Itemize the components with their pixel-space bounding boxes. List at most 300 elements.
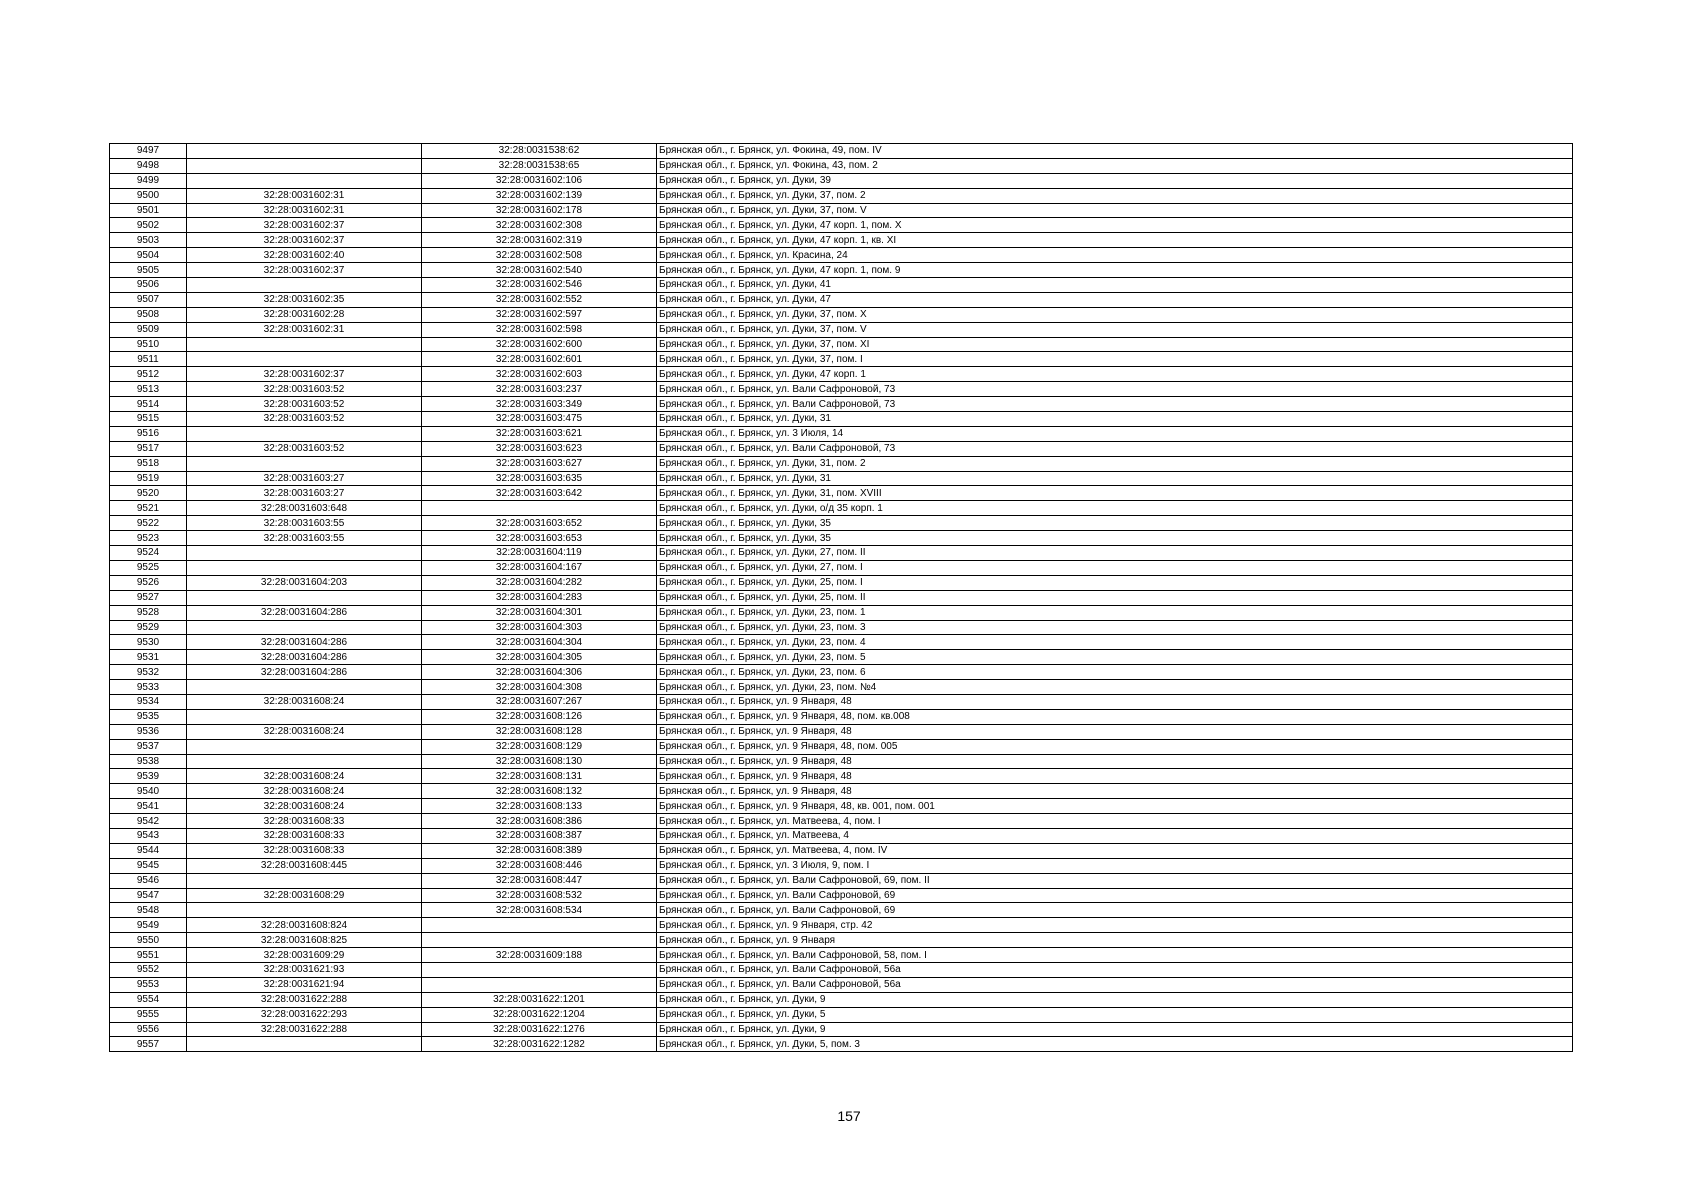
row-number-cell: 9512 <box>110 367 187 382</box>
address-cell: Брянская обл., г. Брянск, ул. Вали Сафроновой, 69 <box>657 903 1573 918</box>
address-cell: Брянская обл., г. Брянск, ул. Дуки, 47 корп. 1 <box>657 367 1573 382</box>
parent-cadastral-cell: 32:28:0031602:37 <box>187 263 422 278</box>
table-row <box>110 828 1573 843</box>
row-number-cell: 9511 <box>110 352 187 367</box>
table-row <box>110 888 1573 903</box>
table-row <box>110 337 1573 352</box>
table-row <box>110 709 1573 724</box>
parent-cadastral-cell: 32:28:0031608:24 <box>187 769 422 784</box>
address-cell: Брянская обл., г. Брянск, ул. Матвеева, 4 <box>657 828 1573 843</box>
table-row <box>110 650 1573 665</box>
parent-cadastral-cell <box>187 158 422 173</box>
table-row <box>110 1037 1573 1052</box>
address-cell: Брянская обл., г. Брянск, ул. Дуки, 47 корп. 1, кв. XI <box>657 233 1573 248</box>
row-number-cell: 9517 <box>110 441 187 456</box>
row-number-cell: 9540 <box>110 784 187 799</box>
parent-cadastral-cell: 32:28:0031603:27 <box>187 471 422 486</box>
address-cell: Брянская обл., г. Брянск, ул. 9 Января <box>657 933 1573 948</box>
cadastral-number-cell: 32:28:0031604:308 <box>422 680 657 695</box>
row-number-cell: 9521 <box>110 501 187 516</box>
parent-cadastral-cell <box>187 352 422 367</box>
cadastral-number-cell: 32:28:0031602:540 <box>422 263 657 278</box>
cadastral-number-cell: 32:28:0031608:389 <box>422 843 657 858</box>
address-cell: Брянская обл., г. Брянск, ул. Дуки, 47 корп. 1, пом. X <box>657 218 1573 233</box>
parent-cadastral-cell: 32:28:0031603:648 <box>187 501 422 516</box>
cadastral-number-cell: 32:28:0031602:308 <box>422 218 657 233</box>
table-row <box>110 1022 1573 1037</box>
cadastral-number-cell <box>422 501 657 516</box>
row-number-cell: 9541 <box>110 799 187 814</box>
parent-cadastral-cell: 32:28:0031608:825 <box>187 933 422 948</box>
cadastral-number-cell: 32:28:0031604:303 <box>422 620 657 635</box>
cadastral-number-cell: 32:28:0031603:237 <box>422 382 657 397</box>
address-cell: Брянская обл., г. Брянск, ул. Дуки, 25, пом. I <box>657 575 1573 590</box>
cadastral-number-cell: 32:28:0031608:447 <box>422 873 657 888</box>
address-cell: Брянская обл., г. Брянск, ул. Вали Сафроновой, 56а <box>657 977 1573 992</box>
address-cell: Брянская обл., г. Брянск, ул. Дуки, 27, пом. I <box>657 560 1573 575</box>
cadastral-number-cell: 32:28:0031602:139 <box>422 188 657 203</box>
table-row <box>110 456 1573 471</box>
table-row <box>110 158 1573 173</box>
row-number-cell: 9539 <box>110 769 187 784</box>
address-cell: Брянская обл., г. Брянск, ул. Дуки, 37, пом. V <box>657 203 1573 218</box>
cadastral-number-cell: 32:28:0031604:301 <box>422 605 657 620</box>
parent-cadastral-cell <box>187 739 422 754</box>
cadastral-number-cell: 32:28:0031608:131 <box>422 769 657 784</box>
table-row <box>110 516 1573 531</box>
parent-cadastral-cell: 32:28:0031608:824 <box>187 918 422 933</box>
table-row <box>110 858 1573 873</box>
address-cell: Брянская обл., г. Брянск, ул. Дуки, 23, пом. 3 <box>657 620 1573 635</box>
table-row <box>110 769 1573 784</box>
parent-cadastral-cell <box>187 590 422 605</box>
table-row <box>110 546 1573 561</box>
parent-cadastral-cell <box>187 709 422 724</box>
parent-cadastral-cell <box>187 560 422 575</box>
row-number-cell: 9515 <box>110 412 187 427</box>
cadastral-number-cell: 32:28:0031604:119 <box>422 546 657 561</box>
table-row <box>110 397 1573 412</box>
row-number-cell: 9516 <box>110 426 187 441</box>
row-number-cell: 9506 <box>110 278 187 293</box>
parent-cadastral-cell: 32:28:0031602:31 <box>187 203 422 218</box>
cadastral-number-cell: 32:28:0031602:598 <box>422 322 657 337</box>
table-row <box>110 441 1573 456</box>
row-number-cell: 9557 <box>110 1037 187 1052</box>
table-row <box>110 263 1573 278</box>
parent-cadastral-cell <box>187 754 422 769</box>
cadastral-number-cell: 32:28:0031608:133 <box>422 799 657 814</box>
table-row <box>110 233 1573 248</box>
parent-cadastral-cell: 32:28:0031604:286 <box>187 605 422 620</box>
cadastral-number-cell: 32:28:0031608:532 <box>422 888 657 903</box>
parent-cadastral-cell: 32:28:0031609:29 <box>187 948 422 963</box>
parent-cadastral-cell: 32:28:0031603:27 <box>187 486 422 501</box>
table-row <box>110 307 1573 322</box>
row-number-cell: 9503 <box>110 233 187 248</box>
table-row <box>110 635 1573 650</box>
table-row <box>110 248 1573 263</box>
address-cell: Брянская обл., г. Брянск, ул. Вали Сафроновой, 73 <box>657 397 1573 412</box>
row-number-cell: 9536 <box>110 724 187 739</box>
table-row <box>110 724 1573 739</box>
row-number-cell: 9530 <box>110 635 187 650</box>
parent-cadastral-cell: 32:28:0031603:52 <box>187 382 422 397</box>
row-number-cell: 9522 <box>110 516 187 531</box>
address-cell: Брянская обл., г. Брянск, ул. Дуки, 41 <box>657 278 1573 293</box>
row-number-cell: 9520 <box>110 486 187 501</box>
cadastral-number-cell: 32:28:0031602:319 <box>422 233 657 248</box>
row-number-cell: 9550 <box>110 933 187 948</box>
table-row <box>110 605 1573 620</box>
registry-table-body <box>110 144 1573 1052</box>
parent-cadastral-cell <box>187 337 422 352</box>
parent-cadastral-cell: 32:28:0031602:40 <box>187 248 422 263</box>
cadastral-number-cell: 32:28:0031602:178 <box>422 203 657 218</box>
table-row <box>110 933 1573 948</box>
row-number-cell: 9543 <box>110 828 187 843</box>
row-number-cell: 9547 <box>110 888 187 903</box>
table-row <box>110 873 1573 888</box>
address-cell: Брянская обл., г. Брянск, ул. 9 Января, 48 <box>657 724 1573 739</box>
parent-cadastral-cell <box>187 903 422 918</box>
address-cell: Брянская обл., г. Брянск, ул. Фокина, 49, пом. IV <box>657 144 1573 159</box>
address-cell: Брянская обл., г. Брянск, ул. Дуки, 23, пом. №4 <box>657 680 1573 695</box>
address-cell: Брянская обл., г. Брянск, ул. Дуки, 31 <box>657 471 1573 486</box>
table-row <box>110 486 1573 501</box>
address-cell: Брянская обл., г. Брянск, ул. Дуки, 35 <box>657 531 1573 546</box>
parent-cadastral-cell: 32:28:0031604:286 <box>187 635 422 650</box>
address-cell: Брянская обл., г. Брянск, ул. Вали Сафроновой, 73 <box>657 382 1573 397</box>
table-row <box>110 784 1573 799</box>
cadastral-number-cell: 32:28:0031608:386 <box>422 814 657 829</box>
table-row <box>110 560 1573 575</box>
row-number-cell: 9542 <box>110 814 187 829</box>
parent-cadastral-cell: 32:28:0031603:52 <box>187 397 422 412</box>
cadastral-number-cell: 32:28:0031608:126 <box>422 709 657 724</box>
parent-cadastral-cell: 32:28:0031608:24 <box>187 799 422 814</box>
table-row <box>110 203 1573 218</box>
parent-cadastral-cell: 32:28:0031602:37 <box>187 233 422 248</box>
cadastral-number-cell: 32:28:0031622:1282 <box>422 1037 657 1052</box>
table-row <box>110 367 1573 382</box>
row-number-cell: 9529 <box>110 620 187 635</box>
cadastral-number-cell: 32:28:0031603:642 <box>422 486 657 501</box>
table-row <box>110 575 1573 590</box>
row-number-cell: 9509 <box>110 322 187 337</box>
table-row <box>110 322 1573 337</box>
address-cell: Брянская обл., г. Брянск, ул. Фокина, 43, пом. 2 <box>657 158 1573 173</box>
table-row <box>110 694 1573 709</box>
parent-cadastral-cell: 32:28:0031602:35 <box>187 292 422 307</box>
table-row <box>110 188 1573 203</box>
table-row <box>110 903 1573 918</box>
table-row <box>110 144 1573 159</box>
address-cell: Брянская обл., г. Брянск, ул. 9 Января, 48 <box>657 769 1573 784</box>
address-cell: Брянская обл., г. Брянск, ул. Дуки, 9 <box>657 992 1573 1007</box>
address-cell: Брянская обл., г. Брянск, ул. Дуки, 23, пом. 6 <box>657 665 1573 680</box>
cadastral-number-cell: 32:28:0031604:283 <box>422 590 657 605</box>
parent-cadastral-cell: 32:28:0031622:288 <box>187 992 422 1007</box>
table-row <box>110 739 1573 754</box>
address-cell: Брянская обл., г. Брянск, ул. Дуки, 47 корп. 1, пом. 9 <box>657 263 1573 278</box>
parent-cadastral-cell <box>187 278 422 293</box>
cadastral-number-cell <box>422 962 657 977</box>
table-row <box>110 173 1573 188</box>
row-number-cell: 9513 <box>110 382 187 397</box>
parent-cadastral-cell: 32:28:0031603:55 <box>187 531 422 546</box>
parent-cadastral-cell: 32:28:0031622:288 <box>187 1022 422 1037</box>
row-number-cell: 9549 <box>110 918 187 933</box>
row-number-cell: 9545 <box>110 858 187 873</box>
row-number-cell: 9505 <box>110 263 187 278</box>
row-number-cell: 9524 <box>110 546 187 561</box>
row-number-cell: 9554 <box>110 992 187 1007</box>
address-cell: Брянская обл., г. Брянск, ул. Дуки, о/д 35 корп. 1 <box>657 501 1573 516</box>
parent-cadastral-cell: 32:28:0031604:286 <box>187 650 422 665</box>
cadastral-number-cell: 32:28:0031602:597 <box>422 307 657 322</box>
address-cell: Брянская обл., г. Брянск, ул. Дуки, 37, пом. V <box>657 322 1573 337</box>
address-cell: Брянская обл., г. Брянск, ул. 9 Января, стр. 42 <box>657 918 1573 933</box>
row-number-cell: 9499 <box>110 173 187 188</box>
cadastral-number-cell: 32:28:0031603:627 <box>422 456 657 471</box>
row-number-cell: 9523 <box>110 531 187 546</box>
address-cell: Брянская обл., г. Брянск, ул. Дуки, 31, пом. XVIII <box>657 486 1573 501</box>
row-number-cell: 9548 <box>110 903 187 918</box>
row-number-cell: 9532 <box>110 665 187 680</box>
address-cell: Брянская обл., г. Брянск, ул. Дуки, 37, пом. XI <box>657 337 1573 352</box>
row-number-cell: 9546 <box>110 873 187 888</box>
row-number-cell: 9551 <box>110 948 187 963</box>
parent-cadastral-cell: 32:28:0031602:37 <box>187 367 422 382</box>
address-cell: Брянская обл., г. Брянск, ул. Дуки, 37, пом. X <box>657 307 1573 322</box>
cadastral-number-cell: 32:28:0031608:387 <box>422 828 657 843</box>
address-cell: Брянская обл., г. Брянск, ул. Дуки, 31, пом. 2 <box>657 456 1573 471</box>
cadastral-number-cell: 32:28:0031602:552 <box>422 292 657 307</box>
table-row <box>110 977 1573 992</box>
address-cell: Брянская обл., г. Брянск, ул. Дуки, 5 <box>657 1007 1573 1022</box>
cadastral-number-cell: 32:28:0031603:652 <box>422 516 657 531</box>
table-row <box>110 620 1573 635</box>
address-cell: Брянская обл., г. Брянск, ул. 9 Января, 48 <box>657 784 1573 799</box>
cadastral-number-cell: 32:28:0031608:128 <box>422 724 657 739</box>
address-cell: Брянская обл., г. Брянск, ул. Дуки, 39 <box>657 173 1573 188</box>
cadastral-number-cell: 32:28:0031608:534 <box>422 903 657 918</box>
table-row <box>110 814 1573 829</box>
address-cell: Брянская обл., г. Брянск, ул. Матвеева, 4, пом. I <box>657 814 1573 829</box>
row-number-cell: 9527 <box>110 590 187 605</box>
parent-cadastral-cell: 32:28:0031603:52 <box>187 441 422 456</box>
parent-cadastral-cell: 32:28:0031604:203 <box>187 575 422 590</box>
address-cell: Брянская обл., г. Брянск, ул. 9 Января, 48, пом. кв.008 <box>657 709 1573 724</box>
parent-cadastral-cell <box>187 546 422 561</box>
cadastral-number-cell: 32:28:0031608:132 <box>422 784 657 799</box>
table-row <box>110 501 1573 516</box>
address-cell: Брянская обл., г. Брянск, ул. 9 Января, 48, кв. 001, пом. 001 <box>657 799 1573 814</box>
cadastral-number-cell <box>422 977 657 992</box>
table-row <box>110 962 1573 977</box>
row-number-cell: 9526 <box>110 575 187 590</box>
row-number-cell: 9555 <box>110 1007 187 1022</box>
cadastral-number-cell: 32:28:0031604:282 <box>422 575 657 590</box>
table-row <box>110 218 1573 233</box>
registry-table <box>109 143 1573 1052</box>
table-row <box>110 992 1573 1007</box>
parent-cadastral-cell: 32:28:0031608:33 <box>187 814 422 829</box>
table-row <box>110 590 1573 605</box>
table-row <box>110 412 1573 427</box>
cadastral-number-cell: 32:28:0031538:65 <box>422 158 657 173</box>
table-row <box>110 918 1573 933</box>
row-number-cell: 9552 <box>110 962 187 977</box>
table-row <box>110 382 1573 397</box>
cadastral-number-cell: 32:28:0031622:1276 <box>422 1022 657 1037</box>
address-cell: Брянская обл., г. Брянск, ул. Дуки, 37, пом. I <box>657 352 1573 367</box>
address-cell: Брянская обл., г. Брянск, ул. Красина, 24 <box>657 248 1573 263</box>
row-number-cell: 9504 <box>110 248 187 263</box>
address-cell: Брянская обл., г. Брянск, ул. 3 Июля, 9, пом. I <box>657 858 1573 873</box>
cadastral-number-cell: 32:28:0031604:305 <box>422 650 657 665</box>
cadastral-number-cell: 32:28:0031602:601 <box>422 352 657 367</box>
row-number-cell: 9501 <box>110 203 187 218</box>
table-row <box>110 948 1573 963</box>
row-number-cell: 9553 <box>110 977 187 992</box>
row-number-cell: 9508 <box>110 307 187 322</box>
cadastral-number-cell: 32:28:0031622:1201 <box>422 992 657 1007</box>
cadastral-number-cell: 32:28:0031603:621 <box>422 426 657 441</box>
table-row <box>110 352 1573 367</box>
table-row <box>110 1007 1573 1022</box>
address-cell: Брянская обл., г. Брянск, ул. Дуки, 23, пом. 4 <box>657 635 1573 650</box>
parent-cadastral-cell <box>187 173 422 188</box>
address-cell: Брянская обл., г. Брянск, ул. Вали Сафроновой, 58, пом. I <box>657 948 1573 963</box>
row-number-cell: 9534 <box>110 694 187 709</box>
address-cell: Брянская обл., г. Брянск, ул. Вали Сафроновой, 73 <box>657 441 1573 456</box>
parent-cadastral-cell: 32:28:0031621:93 <box>187 962 422 977</box>
address-cell: Брянская обл., г. Брянск, ул. 3 Июля, 14 <box>657 426 1573 441</box>
table-row <box>110 471 1573 486</box>
cadastral-number-cell: 32:28:0031602:106 <box>422 173 657 188</box>
row-number-cell: 9525 <box>110 560 187 575</box>
table-row <box>110 680 1573 695</box>
row-number-cell: 9538 <box>110 754 187 769</box>
parent-cadastral-cell: 32:28:0031603:55 <box>187 516 422 531</box>
row-number-cell: 9507 <box>110 292 187 307</box>
table-row <box>110 665 1573 680</box>
parent-cadastral-cell: 32:28:0031602:28 <box>187 307 422 322</box>
address-cell: Брянская обл., г. Брянск, ул. Матвеева, 4, пом. IV <box>657 843 1573 858</box>
cadastral-number-cell: 32:28:0031608:129 <box>422 739 657 754</box>
cadastral-number-cell: 32:28:0031622:1204 <box>422 1007 657 1022</box>
row-number-cell: 9528 <box>110 605 187 620</box>
cadastral-number-cell: 32:28:0031609:188 <box>422 948 657 963</box>
table-row <box>110 531 1573 546</box>
parent-cadastral-cell: 32:28:0031604:286 <box>187 665 422 680</box>
row-number-cell: 9510 <box>110 337 187 352</box>
address-cell: Брянская обл., г. Брянск, ул. Дуки, 27, пом. II <box>657 546 1573 561</box>
cadastral-number-cell <box>422 918 657 933</box>
table-row <box>110 426 1573 441</box>
cadastral-number-cell: 32:28:0031604:167 <box>422 560 657 575</box>
address-cell: Брянская обл., г. Брянск, ул. 9 Января, 48, пом. 005 <box>657 739 1573 754</box>
cadastral-number-cell: 32:28:0031604:306 <box>422 665 657 680</box>
parent-cadastral-cell: 32:28:0031608:24 <box>187 784 422 799</box>
parent-cadastral-cell <box>187 1037 422 1052</box>
address-cell: Брянская обл., г. Брянск, ул. Дуки, 37, пом. 2 <box>657 188 1573 203</box>
cadastral-number-cell: 32:28:0031538:62 <box>422 144 657 159</box>
parent-cadastral-cell: 32:28:0031602:31 <box>187 322 422 337</box>
cadastral-number-cell: 32:28:0031604:304 <box>422 635 657 650</box>
address-cell: Брянская обл., г. Брянск, ул. Дуки, 31 <box>657 412 1573 427</box>
table-row <box>110 799 1573 814</box>
row-number-cell: 9556 <box>110 1022 187 1037</box>
parent-cadastral-cell <box>187 873 422 888</box>
parent-cadastral-cell: 32:28:0031608:29 <box>187 888 422 903</box>
row-number-cell: 9535 <box>110 709 187 724</box>
address-cell: Брянская обл., г. Брянск, ул. Дуки, 25, пом. II <box>657 590 1573 605</box>
row-number-cell: 9498 <box>110 158 187 173</box>
parent-cadastral-cell <box>187 426 422 441</box>
cadastral-number-cell: 32:28:0031603:349 <box>422 397 657 412</box>
parent-cadastral-cell <box>187 680 422 695</box>
cadastral-number-cell: 32:28:0031602:546 <box>422 278 657 293</box>
parent-cadastral-cell <box>187 620 422 635</box>
address-cell: Брянская обл., г. Брянск, ул. Дуки, 23, пом. 5 <box>657 650 1573 665</box>
address-cell: Брянская обл., г. Брянск, ул. Дуки, 35 <box>657 516 1573 531</box>
parent-cadastral-cell: 32:28:0031602:37 <box>187 218 422 233</box>
row-number-cell: 9537 <box>110 739 187 754</box>
address-cell: Брянская обл., г. Брянск, ул. Вали Сафроновой, 69, пом. II <box>657 873 1573 888</box>
cadastral-number-cell: 32:28:0031602:508 <box>422 248 657 263</box>
table-row <box>110 292 1573 307</box>
address-cell: Брянская обл., г. Брянск, ул. Вали Сафроновой, 69 <box>657 888 1573 903</box>
address-cell: Брянская обл., г. Брянск, ул. Дуки, 47 <box>657 292 1573 307</box>
parent-cadastral-cell <box>187 456 422 471</box>
parent-cadastral-cell: 32:28:0031608:445 <box>187 858 422 873</box>
parent-cadastral-cell <box>187 144 422 159</box>
parent-cadastral-cell: 32:28:0031622:293 <box>187 1007 422 1022</box>
row-number-cell: 9518 <box>110 456 187 471</box>
cadastral-number-cell: 32:28:0031608:130 <box>422 754 657 769</box>
row-number-cell: 9497 <box>110 144 187 159</box>
parent-cadastral-cell: 32:28:0031621:94 <box>187 977 422 992</box>
row-number-cell: 9519 <box>110 471 187 486</box>
cadastral-number-cell: 32:28:0031603:475 <box>422 412 657 427</box>
address-cell: Брянская обл., г. Брянск, ул. 9 Января, 48 <box>657 754 1573 769</box>
row-number-cell: 9514 <box>110 397 187 412</box>
parent-cadastral-cell: 32:28:0031608:33 <box>187 843 422 858</box>
parent-cadastral-cell: 32:28:0031608:24 <box>187 724 422 739</box>
parent-cadastral-cell: 32:28:0031608:24 <box>187 694 422 709</box>
row-number-cell: 9544 <box>110 843 187 858</box>
cadastral-number-cell: 32:28:0031603:623 <box>422 441 657 456</box>
cadastral-number-cell: 32:28:0031603:653 <box>422 531 657 546</box>
row-number-cell: 9500 <box>110 188 187 203</box>
address-cell: Брянская обл., г. Брянск, ул. Вали Сафроновой, 56а <box>657 962 1573 977</box>
table-row <box>110 278 1573 293</box>
parent-cadastral-cell: 32:28:0031608:33 <box>187 828 422 843</box>
address-cell: Брянская обл., г. Брянск, ул. 9 Января, 48 <box>657 694 1573 709</box>
cadastral-number-cell: 32:28:0031603:635 <box>422 471 657 486</box>
parent-cadastral-cell: 32:28:0031603:52 <box>187 412 422 427</box>
table-row <box>110 843 1573 858</box>
page-number: 157 <box>837 1108 861 1124</box>
row-number-cell: 9533 <box>110 680 187 695</box>
row-number-cell: 9531 <box>110 650 187 665</box>
address-cell: Брянская обл., г. Брянск, ул. Дуки, 23, пом. 1 <box>657 605 1573 620</box>
cadastral-number-cell: 32:28:0031602:600 <box>422 337 657 352</box>
cadastral-number-cell: 32:28:0031602:603 <box>422 367 657 382</box>
